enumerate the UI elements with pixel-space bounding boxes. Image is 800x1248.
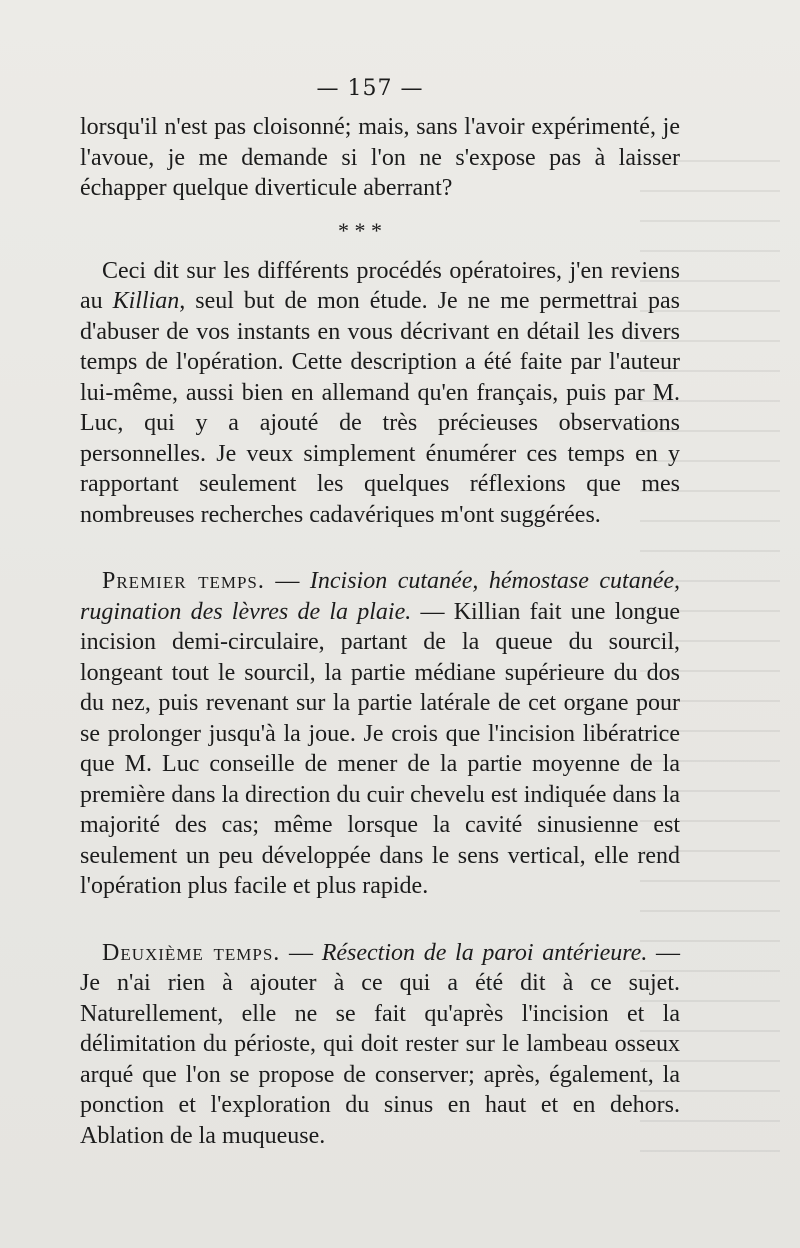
dash: —	[280, 939, 322, 966]
paragraph-premier-body: — Killian fait une longue incision demi-circulaire, partant de la queue du sourcil, longeant tout le sourcil, la partie médiane supérieure du dos du nez, puis revenant sur la partie latérale de cet organe pour se prolonger jusqu'à la joue. Je crois que l'incision libératrice que M. Luc conseille de mener de la partie moyenne de la première dans la direction du cuir chevelu est indiquée dans la majorité des cas; même lorsque la cavité sinusienne est seulement un peu développée dans le sens vertical, elle rend l'opération plus facile et plus rapide.	[80, 598, 681, 899]
page-number: — 157 —	[316, 76, 424, 101]
paragraph-2-start: Ceci dit sur les différents procédés opératoires, j'en reviens au	[80, 257, 680, 314]
section-label-deuxieme: Deuxième temps.	[102, 939, 281, 966]
section-title-deuxieme: Résection de la paroi antérieure.	[321, 939, 648, 966]
paragraph-1: lorsqu'il n'est pas cloisonné; mais, sans l'avoir expérimenté, je l'avoue, je me demande si l'on ne s'expose pas à laisser échapper quelque diverticule aberrant?	[80, 114, 680, 201]
asterism	[80, 204, 640, 256]
asterism-glyph: * * *	[338, 217, 382, 243]
dash: —	[264, 568, 310, 594]
section-title-premier: Incision cutanée, hémostase cutanée, rugination des lèvres de la plaie.	[80, 568, 680, 625]
section-label-premier: Premier temps.	[102, 568, 265, 594]
body-text	[80, 112, 680, 1151]
killian-italic: Killian,	[112, 288, 186, 314]
paragraph-deuxieme-body: — Je n'ai rien à ajouter à ce qui a été dit à ce sujet. Naturellement, elle ne se fait qu'après l'incision et la délimitation du périoste, qui doit rester sur le lambeau osseux arqué que l'on se propose de conserver; après, également, la ponction et l'exploration du sinus en haut et en dehors. Ablation de la muqueuse.	[80, 939, 681, 1149]
paragraph-2	[80, 256, 680, 531]
paragraph-deuxieme-temps	[80, 938, 680, 1152]
paragraph-premier-temps	[80, 566, 680, 902]
paragraph-2-end: seul but de mon étude. Je ne me permettrai pas d'abuser de vos instants en vous décrivant en détail les divers temps de l'opération. Cette description a été faite par l'auteur lui-même, aussi bien en allemand qu'en français, puis par M. Luc, qui y a ajouté de très précieuses observations personnelles. Je veux simplement énumérer ces temps en y rapportant seulement les quelques réflexions que mes nombreuses recherches cadavériques m'ont suggérées.	[80, 288, 680, 528]
